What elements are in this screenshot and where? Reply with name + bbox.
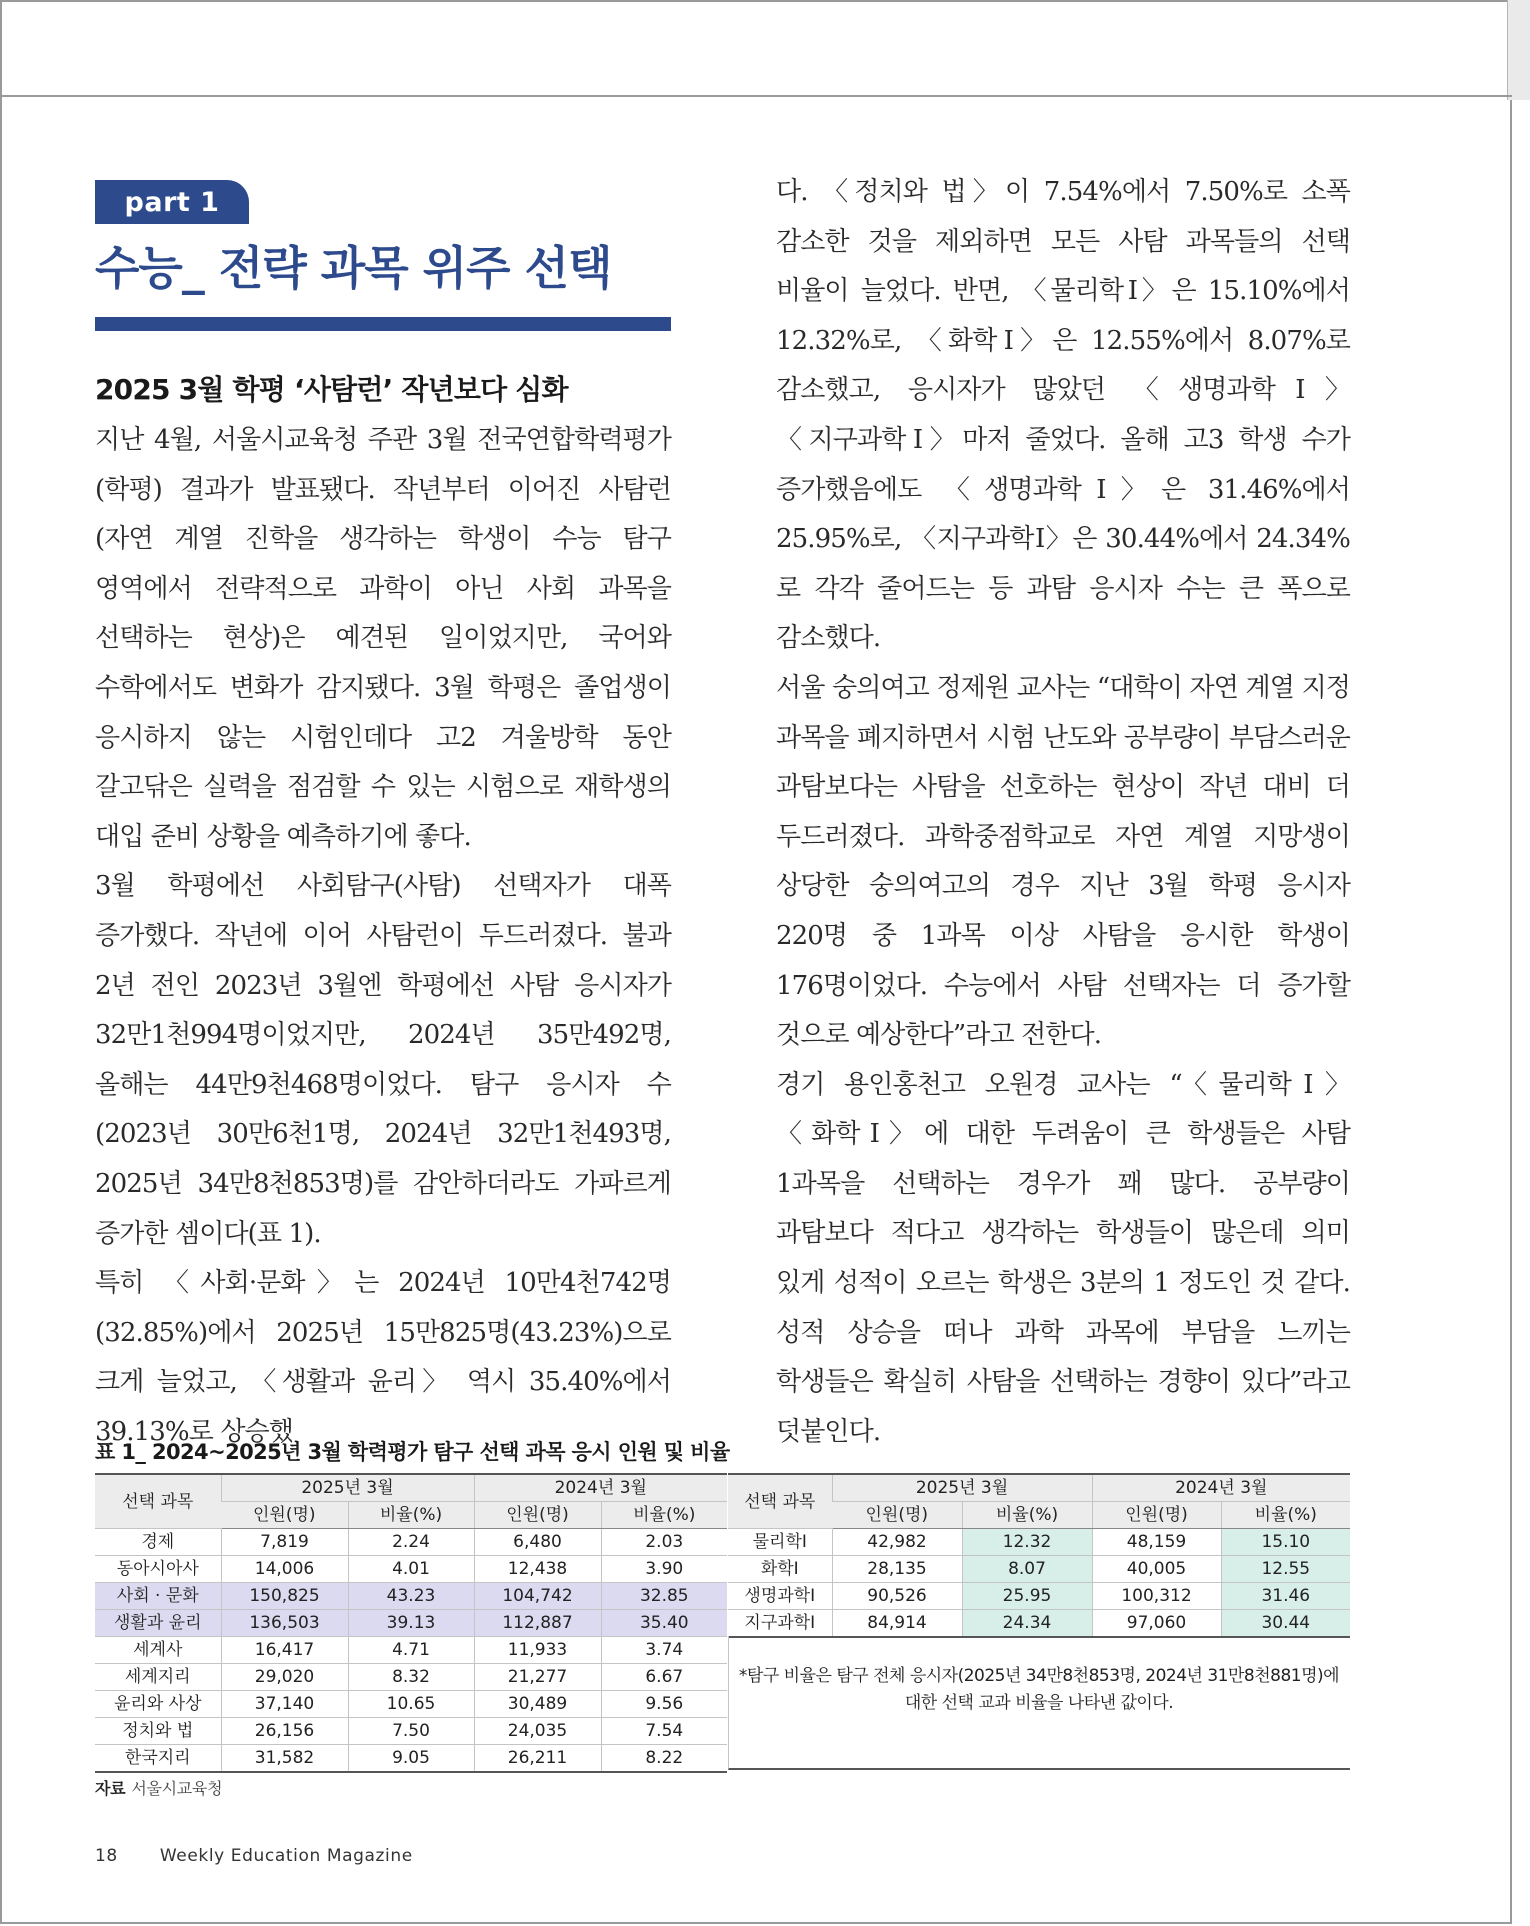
ratio-cell: 8.07 [962, 1556, 1092, 1583]
count-cell: 31,582 [221, 1745, 348, 1773]
table-row [95, 1664, 727, 1691]
header-count: 인원(명) [832, 1502, 962, 1529]
table-row [95, 1718, 727, 1745]
count-cell: 90,526 [832, 1583, 962, 1610]
table-row [95, 1529, 727, 1556]
ratio-cell: 7.54 [601, 1718, 727, 1745]
subject-cell: 지구과학Ⅰ [728, 1610, 832, 1638]
count-cell: 6,480 [474, 1529, 601, 1556]
table-row [95, 1745, 727, 1773]
subheadline: 2025 3월 학평 ‘사탐런’ 작년보다 심화 [95, 373, 568, 406]
table-note-line: *탐구 비율은 탐구 전체 응시자(2025년 34만8천853명, 2024년 31만8천881명)에 [738, 1666, 1340, 1686]
count-cell: 84,914 [832, 1610, 962, 1638]
header-ratio: 비율(%) [601, 1502, 727, 1529]
page-footer [95, 1846, 413, 1866]
source-name: 서울시교육청 [131, 1779, 223, 1798]
ratio-cell: 8.32 [348, 1664, 474, 1691]
paragraph: 다. 〈정치와 법〉이 7.54%에서 7.50%로 소폭 감소한 것을 제외하면 모든 사탐 과목들의 선택 비율이 늘었다. 반면, 〈물리학Ⅰ〉은 15.10%에서 12.32%로, 〈화학Ⅰ〉은 12.55%에서 8.07%로 감소했고, 응시자가 많았던 〈생명과학Ⅰ〉 〈지구과학Ⅰ〉마저 줄었다. 올해 고3 학생 수가 증가했음에도 〈생명과학Ⅰ〉은 31.46%에서 25.95%로, 〈지구과학Ⅰ〉은 30.44%에서 24.34%로 각각 줄어드는 등 과탐 응시자 수는 큰 폭으로 감소했다. [776, 177, 1350, 654]
table-row [95, 1610, 727, 1637]
subject-cell: 사회 · 문화 [95, 1583, 221, 1610]
ratio-cell: 31.46 [1221, 1583, 1350, 1610]
count-cell: 28,135 [832, 1556, 962, 1583]
ratio-cell: 39.13 [348, 1610, 474, 1637]
table-row [95, 1583, 727, 1610]
subject-cell: 한국지리 [95, 1745, 221, 1773]
count-cell: 42,982 [832, 1529, 962, 1556]
table-row [728, 1610, 1350, 1638]
header-count: 인원(명) [1092, 1502, 1221, 1529]
count-cell: 7,819 [221, 1529, 348, 1556]
article-column-left [95, 416, 671, 1457]
count-cell: 37,140 [221, 1691, 348, 1718]
count-cell: 136,503 [221, 1610, 348, 1637]
ratio-cell: 6.67 [601, 1664, 727, 1691]
count-cell: 11,933 [474, 1637, 601, 1664]
ratio-cell: 2.03 [601, 1529, 727, 1556]
count-cell: 100,312 [1092, 1583, 1221, 1610]
count-cell: 21,277 [474, 1664, 601, 1691]
table-title: 표 1_ 2024~2025년 3월 학력평가 탐구 선택 과목 응시 인원 및 비율 [95, 1440, 730, 1464]
subject-cell: 윤리와 사상 [95, 1691, 221, 1718]
top-rule [0, 95, 1512, 97]
ratio-cell: 15.10 [1221, 1529, 1350, 1556]
header-count: 인원(명) [221, 1502, 348, 1529]
count-cell: 16,417 [221, 1637, 348, 1664]
count-cell: 97,060 [1092, 1610, 1221, 1638]
ratio-cell: 3.74 [601, 1637, 727, 1664]
subject-cell: 동아시아사 [95, 1556, 221, 1583]
subject-cell: 정치와 법 [95, 1718, 221, 1745]
count-cell: 112,887 [474, 1610, 601, 1637]
subject-cell: 생활과 윤리 [95, 1610, 221, 1637]
header-count: 인원(명) [474, 1502, 601, 1529]
table-row [728, 1583, 1350, 1610]
headline: 수능_ 전략 과목 위주 선택 [95, 241, 612, 295]
paragraph: 경기 용인홍천고 오원경 교사는 “〈물리학Ⅰ〉 〈화학Ⅰ〉에 대한 두려움이 큰 학생들은 사탐 1과목을 선택하는 경우가 꽤 많다. 공부량이 과탐보다 적다고 생각하는 학생들이 많은데 의미 있게 성적이 오르는 학생은 3분의 1 정도인 것 같다. 성적 상승을 떠나 과학 과목에 부담을 느끼는 학생들은 확실히 사탐을 선택하는 경향이 있다”라고 덧붙인다. [776, 1069, 1350, 1447]
part-badge: part 1 [95, 180, 249, 224]
ratio-cell: 25.95 [962, 1583, 1092, 1610]
count-cell: 26,156 [221, 1718, 348, 1745]
count-cell: 14,006 [221, 1556, 348, 1583]
count-cell: 29,020 [221, 1664, 348, 1691]
table-note-line: 대한 선택 교과 비율을 나타낸 값이다. [904, 1693, 1174, 1713]
ratio-cell: 10.65 [348, 1691, 474, 1718]
count-cell: 30,489 [474, 1691, 601, 1718]
count-cell: 26,211 [474, 1745, 601, 1773]
table-row [728, 1529, 1350, 1556]
count-cell: 24,035 [474, 1718, 601, 1745]
page-edge [1507, 0, 1530, 100]
count-cell: 48,159 [1092, 1529, 1221, 1556]
count-cell: 150,825 [221, 1583, 348, 1610]
ratio-cell: 2.24 [348, 1529, 474, 1556]
table-row [95, 1556, 727, 1583]
paragraph: 특히 〈사회·문화〉는 2024년 10만4천742명(32.85%)에서 2025년 15만825명(43.23%)으로 크게 늘었고, 〈생활과 윤리〉 역시 35.40%에서 39.13%로 상승했 [95, 1268, 671, 1447]
header-subject: 선택 과목 [95, 1474, 221, 1529]
ratio-cell: 35.40 [601, 1610, 727, 1637]
ratio-cell: 9.05 [348, 1745, 474, 1773]
headline-rule [95, 317, 671, 331]
subject-cell: 세계사 [95, 1637, 221, 1664]
subject-cell: 생명과학Ⅰ [728, 1583, 832, 1610]
table-row [728, 1556, 1350, 1583]
ratio-cell: 32.85 [601, 1583, 727, 1610]
ratio-cell: 7.50 [348, 1718, 474, 1745]
header-2025: 2025년 3월 [832, 1474, 1092, 1502]
ratio-cell: 12.32 [962, 1529, 1092, 1556]
subject-cell: 경제 [95, 1529, 221, 1556]
header-2024: 2024년 3월 [474, 1474, 727, 1502]
social-studies-table [95, 1473, 727, 1773]
ratio-cell: 4.71 [348, 1637, 474, 1664]
subject-cell: 세계지리 [95, 1664, 221, 1691]
table-source [95, 1776, 222, 1799]
header-ratio: 비율(%) [1221, 1502, 1350, 1529]
ratio-cell: 8.22 [601, 1745, 727, 1773]
header-subject: 선택 과목 [728, 1474, 832, 1529]
ratio-cell: 3.90 [601, 1556, 727, 1583]
ratio-cell: 4.01 [348, 1556, 474, 1583]
article-column-right [776, 168, 1350, 1457]
source-label: 자료 [95, 1779, 126, 1798]
header-2024: 2024년 3월 [1092, 1474, 1350, 1502]
header-ratio: 비율(%) [962, 1502, 1092, 1529]
table-note [728, 1663, 1350, 1717]
ratio-cell: 30.44 [1221, 1610, 1350, 1638]
paragraph: 서울 숭의여고 정제원 교사는 “대학이 자연 계열 지정 과목을 폐지하면서 시험 난도와 공부량이 부담스러운 과탐보다는 사탐을 선호하는 현상이 작년 대비 더 두드러졌다. 과학중점학교로 자연 계열 지망생이 상당한 숭의여고의 경우 지난 3월 학평 응시자 220명 중 1과목 이상 사탐을 응시한 학생이 176명이었다. 수능에서 사탐 선택자는 더 증가할 것으로 예상한다”라고 전한다. [776, 672, 1350, 1051]
table-row [95, 1637, 727, 1664]
subject-cell: 화학Ⅰ [728, 1556, 832, 1583]
ratio-cell: 43.23 [348, 1583, 474, 1610]
subject-cell: 물리학Ⅰ [728, 1529, 832, 1556]
science-table [728, 1473, 1350, 1638]
ratio-cell: 12.55 [1221, 1556, 1350, 1583]
paragraph: 지난 4월, 서울시교육청 주관 3월 전국연합학력평가(학평) 결과가 발표됐다. 작년부터 이어진 사탐런(자연 계열 진학을 생각하는 학생이 수능 탐구 영역에서 전략적으로 과학이 아닌 사회 과목을 선택하는 현상)은 예견된 일이었지만, 국어와 수학에서도 변화가 감지됐다. 3월 학평은 졸업생이 응시하지 않는 시험인데다 고2 겨울방학 동안 갈고닦은 실력을 점검할 수 있는 시험으로 재학생의 대입 준비 상황을 예측하기에 좋다. [95, 425, 671, 852]
count-cell: 12,438 [474, 1556, 601, 1583]
header-ratio: 비율(%) [348, 1502, 474, 1529]
ratio-cell: 24.34 [962, 1610, 1092, 1638]
count-cell: 40,005 [1092, 1556, 1221, 1583]
page-number: 18 [95, 1846, 118, 1866]
count-cell: 104,742 [474, 1583, 601, 1610]
magazine-name: Weekly Education Magazine [159, 1846, 413, 1866]
paragraph: 3월 학평에선 사회탐구(사탐) 선택자가 대폭 증가했다. 작년에 이어 사탐런이 두드러졌다. 불과 2년 전인 2023년 3월엔 학평에선 사탐 응시자가 32만1천994명이었지만, 2024년 35만492명, 올해는 44만9천468명이었다. 탐구 응시자 수(2023년 30만6천1명, 2024년 32만1천493명, 2025년 34만8천853명)를 감안하더라도 가파르게 증가한 셈이다(표 1). [95, 871, 671, 1249]
header-2025: 2025년 3월 [221, 1474, 474, 1502]
ratio-cell: 9.56 [601, 1691, 727, 1718]
table-row [95, 1691, 727, 1718]
